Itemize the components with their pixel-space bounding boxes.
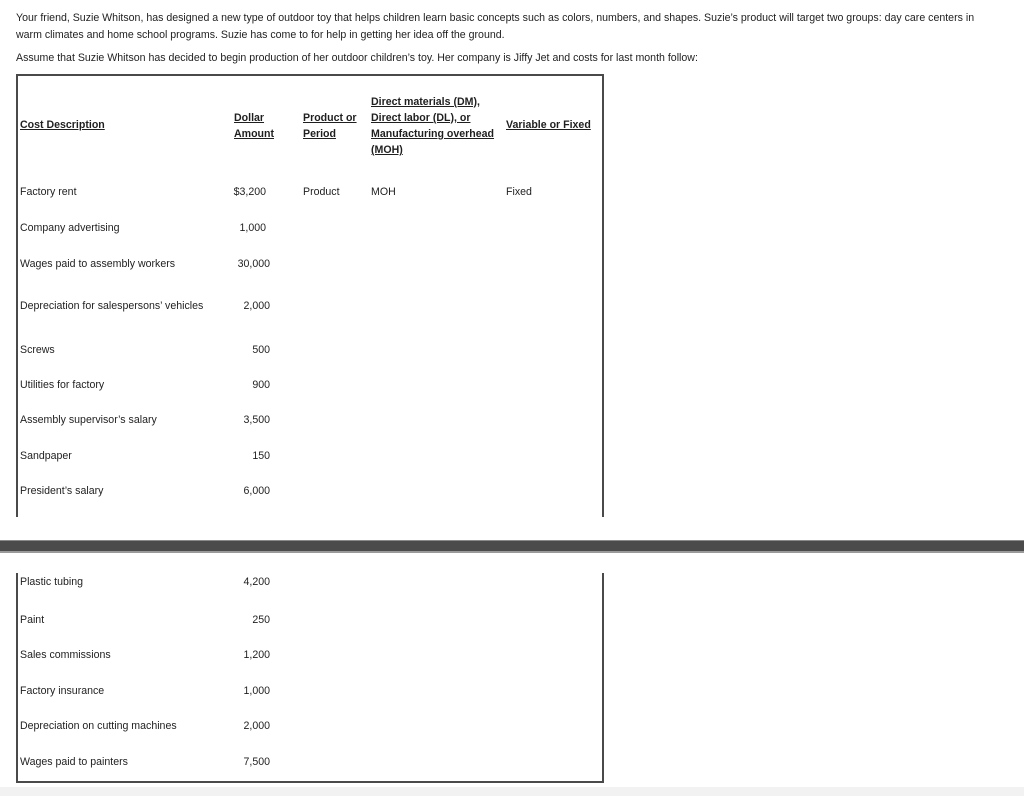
row-description: Wages paid to assembly workers (20, 258, 176, 270)
row-description: Factory insurance (20, 685, 105, 697)
intro-paragraph-1: Your friend, Suzie Whitson, has designed a new type of outdoor toy that helps children learn basic concepts such as colors, numbers, and shapes. Suzie’s product will target two groups: day care centers in warm climates and home school programs. Suzie has come to for help in getting her idea off the ground. (16, 12, 975, 41)
cost-table-top (16, 74, 604, 517)
row-description: President’s salary (20, 485, 104, 497)
row-amount: 250 (252, 614, 270, 626)
row-description: Wages paid to painters (20, 756, 128, 768)
row-amount: 3,500 (243, 414, 270, 426)
row-product-or-period: Product (303, 186, 340, 198)
row-amount: 1,200 (243, 649, 270, 661)
page-break-divider (0, 540, 1024, 553)
header-product-or-period: Product or Period (303, 112, 357, 140)
row-cost-category: MOH (371, 186, 396, 198)
header-cost-description: Cost Description (20, 119, 105, 131)
intro-paragraph-2: Assume that Suzie Whitson has decided to begin production of her outdoor children’s toy. Her company is Jiffy Jet and costs for last month follow: (16, 52, 698, 64)
header-variable-or-fixed: Variable or Fixed (506, 119, 591, 131)
row-amount: 1,000 (243, 685, 270, 697)
row-description: Plastic tubing (20, 576, 84, 588)
row-amount: 2,000 (243, 720, 270, 732)
row-variable-or-fixed: Fixed (506, 186, 532, 198)
row-description: Utilities for factory (20, 379, 105, 391)
intro-text (16, 10, 976, 67)
row-description: Sandpaper (20, 450, 72, 462)
row-amount: 500 (252, 344, 270, 356)
cost-table-bottom (16, 573, 604, 783)
row-description: Assembly supervisor’s salary (20, 414, 157, 426)
row-description: Depreciation on cutting machines (20, 720, 177, 732)
bottom-edge-strip (0, 787, 1024, 796)
row-description: Screws (20, 344, 55, 356)
row-amount: 1,000 (239, 222, 266, 234)
row-amount: 6,000 (243, 485, 270, 497)
row-amount: 30,000 (237, 258, 270, 270)
header-cost-category: Direct materials (DM), Direct labor (DL), or Manufacturing overhead (MOH) (371, 96, 495, 156)
row-description: Paint (20, 614, 45, 626)
row-amount: 900 (252, 379, 270, 391)
row-description: Depreciation for salespersons’ vehicles (20, 300, 204, 312)
row-amount: 7,500 (243, 756, 270, 768)
row-amount: 4,200 (243, 576, 270, 588)
row-description: Company advertising (20, 222, 120, 234)
row-amount: 2,000 (243, 300, 270, 312)
row-amount: 150 (252, 450, 270, 462)
row-description: Sales commissions (20, 649, 111, 661)
header-dollar-amount: Dollar Amount (234, 112, 275, 140)
row-description: Factory rent (20, 186, 77, 198)
row-amount: $3,200 (233, 186, 266, 198)
